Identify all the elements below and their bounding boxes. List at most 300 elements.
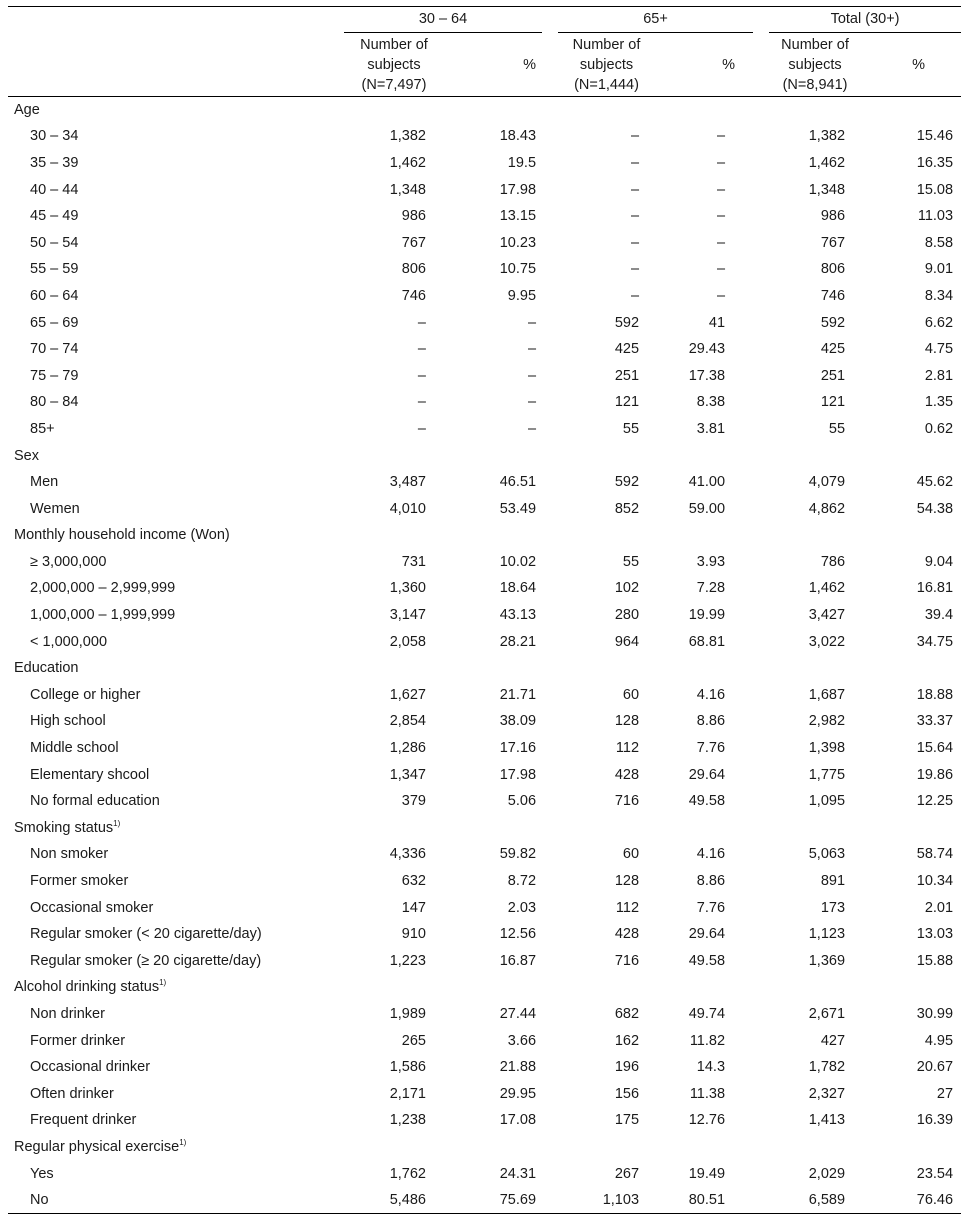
percent-cell: 29.95 bbox=[499, 1085, 537, 1102]
count-cell: – bbox=[417, 367, 426, 384]
section-label bbox=[8, 655, 338, 682]
section-row bbox=[8, 974, 961, 1001]
percent-cell: 54.38 bbox=[916, 500, 954, 517]
count-cell bbox=[761, 97, 869, 124]
percent-cell: 39.4 bbox=[924, 607, 954, 624]
count-cell: 682 bbox=[614, 1005, 640, 1022]
percent-cell: 4.95 bbox=[924, 1032, 954, 1049]
count-cell: 964 bbox=[614, 633, 640, 650]
count-cell: 852 bbox=[614, 500, 640, 517]
count-cell bbox=[338, 522, 450, 549]
percent-cell: – bbox=[527, 420, 537, 437]
count-cell: 2,171 bbox=[389, 1085, 426, 1102]
col-header-pct-total: % bbox=[869, 33, 961, 97]
percent-cell: 30.99 bbox=[916, 1005, 954, 1022]
label-text: Non drinker bbox=[30, 1005, 105, 1022]
label-text: 2,000,000 – 2,999,999 bbox=[30, 580, 176, 597]
row-label bbox=[8, 229, 338, 256]
percent-cell: 19.99 bbox=[688, 607, 726, 624]
count-cell: 1,413 bbox=[808, 1112, 846, 1129]
row-label bbox=[8, 362, 338, 389]
percent-cell bbox=[663, 815, 761, 842]
percent-cell: 8.38 bbox=[696, 394, 726, 411]
percent-cell: 58.74 bbox=[916, 846, 954, 863]
percent-cell: 21.88 bbox=[499, 1059, 537, 1076]
table-row bbox=[8, 894, 961, 921]
percent-cell: 59.82 bbox=[499, 846, 537, 863]
count-cell: 112 bbox=[615, 740, 640, 757]
section-label bbox=[8, 1134, 338, 1161]
row-label bbox=[8, 628, 338, 655]
label-text: 85+ bbox=[30, 420, 55, 437]
percent-cell: – bbox=[527, 394, 537, 411]
percent-cell: – bbox=[716, 208, 726, 225]
table-row bbox=[8, 868, 961, 895]
count-cell: 196 bbox=[614, 1059, 640, 1076]
label-text: Often drinker bbox=[30, 1085, 114, 1102]
label-text: Yes bbox=[30, 1165, 54, 1182]
percent-cell: 15.88 bbox=[916, 952, 954, 969]
count-cell: 265 bbox=[401, 1032, 426, 1049]
percent-cell: – bbox=[716, 181, 726, 198]
count-cell: 3,147 bbox=[389, 607, 426, 624]
percent-cell: 17.08 bbox=[499, 1112, 537, 1129]
count-cell: 102 bbox=[614, 580, 640, 597]
percent-cell: 16.35 bbox=[916, 154, 954, 171]
count-cell: 2,029 bbox=[808, 1165, 846, 1182]
label-text: 80 – 84 bbox=[30, 394, 79, 411]
percent-cell: 2.01 bbox=[924, 899, 954, 916]
percent-cell: 3.81 bbox=[696, 420, 726, 437]
count-cell: – bbox=[630, 261, 640, 278]
count-cell bbox=[550, 1134, 663, 1161]
count-cell: 746 bbox=[401, 287, 426, 304]
row-label bbox=[8, 1187, 338, 1214]
table-row bbox=[8, 1080, 961, 1107]
percent-cell: 12.25 bbox=[916, 793, 954, 810]
percent-cell: 8.34 bbox=[924, 287, 954, 304]
table-row bbox=[8, 309, 961, 336]
table-row bbox=[8, 123, 961, 150]
percent-cell: 10.02 bbox=[499, 553, 537, 570]
percent-cell: 5.06 bbox=[507, 793, 537, 810]
count-cell: 1,462 bbox=[389, 154, 426, 171]
percent-cell: 75.69 bbox=[450, 1187, 550, 1214]
footnote-marker: 1) bbox=[159, 978, 167, 988]
group-header-30-64 bbox=[338, 7, 550, 34]
label-text: 30 – 34 bbox=[30, 128, 79, 145]
percent-cell: 53.49 bbox=[499, 500, 537, 517]
percent-cell: 7.76 bbox=[696, 899, 726, 916]
percent-cell: 11.03 bbox=[917, 208, 954, 225]
count-cell: 716 bbox=[614, 952, 640, 969]
col-header-n-65-plus bbox=[550, 33, 663, 97]
table-body bbox=[8, 97, 961, 1214]
count-cell: 1,238 bbox=[389, 1112, 426, 1129]
table-row bbox=[8, 735, 961, 762]
col-header-label: Number of subjects (N=7,497) bbox=[360, 36, 428, 93]
count-cell: 1,223 bbox=[389, 952, 426, 969]
count-cell: 55 bbox=[622, 553, 640, 570]
percent-cell: 12.76 bbox=[688, 1112, 726, 1129]
percent-cell: 49.58 bbox=[688, 952, 726, 969]
label-text: Frequent drinker bbox=[30, 1112, 137, 1129]
count-cell: 251 bbox=[820, 367, 846, 384]
row-label bbox=[8, 469, 338, 496]
percent-cell: – bbox=[716, 154, 726, 171]
percent-cell: 2.81 bbox=[924, 367, 954, 384]
label-text: 75 – 79 bbox=[30, 367, 79, 384]
count-cell: 1,989 bbox=[389, 1005, 426, 1022]
percent-cell bbox=[663, 442, 761, 469]
table-row bbox=[8, 948, 961, 975]
table-row bbox=[8, 256, 961, 283]
row-label bbox=[8, 602, 338, 629]
row-label bbox=[8, 761, 338, 788]
label-text: Elementary shcool bbox=[30, 766, 150, 783]
count-cell: 786 bbox=[820, 553, 846, 570]
count-cell: 2,671 bbox=[808, 1005, 846, 1022]
table-row bbox=[8, 761, 961, 788]
row-label bbox=[8, 1107, 338, 1134]
count-cell bbox=[338, 974, 450, 1001]
label-text: Wemen bbox=[30, 500, 80, 517]
count-cell: 128 bbox=[614, 873, 640, 890]
table-row bbox=[8, 469, 961, 496]
count-cell bbox=[338, 1134, 450, 1161]
count-cell: 1,286 bbox=[389, 740, 426, 757]
count-cell: 767 bbox=[401, 234, 426, 251]
percent-cell: 11.38 bbox=[689, 1085, 726, 1102]
percent-cell: 20.67 bbox=[916, 1059, 954, 1076]
label-text: No formal education bbox=[30, 793, 160, 810]
count-cell: – bbox=[417, 394, 426, 411]
percent-cell: 16.39 bbox=[916, 1112, 954, 1129]
percent-cell: 23.54 bbox=[916, 1165, 954, 1182]
label-text: Regular smoker (< 20 cigarette/day) bbox=[30, 926, 262, 943]
count-cell: 716 bbox=[614, 793, 640, 810]
table-row bbox=[8, 708, 961, 735]
percent-cell: 17.98 bbox=[499, 766, 537, 783]
percent-cell: 8.72 bbox=[507, 873, 537, 890]
count-cell: 162 bbox=[614, 1032, 640, 1049]
group-label: 65+ bbox=[558, 7, 753, 33]
percent-cell: 29.43 bbox=[688, 341, 726, 358]
group-label: 30 – 64 bbox=[344, 7, 542, 33]
percent-cell bbox=[663, 522, 761, 549]
percent-cell: – bbox=[527, 367, 537, 384]
percent-cell: 16.87 bbox=[499, 952, 537, 969]
count-cell: 251 bbox=[614, 367, 640, 384]
percent-cell: 8.86 bbox=[696, 713, 726, 730]
count-cell: 592 bbox=[820, 314, 846, 331]
label-text: 40 – 44 bbox=[30, 181, 79, 198]
percent-cell: 4.16 bbox=[696, 686, 726, 703]
row-label bbox=[8, 389, 338, 416]
count-cell bbox=[338, 655, 450, 682]
label-text: 60 – 64 bbox=[30, 287, 79, 304]
percent-cell: 17.16 bbox=[499, 740, 537, 757]
percent-cell: 49.74 bbox=[688, 1005, 726, 1022]
percent-cell: 3.66 bbox=[507, 1032, 537, 1049]
count-cell: 3,427 bbox=[808, 607, 846, 624]
label-text: 1,000,000 – 1,999,999 bbox=[30, 607, 176, 624]
label-text: 70 – 74 bbox=[30, 341, 79, 358]
stub-subheader bbox=[8, 33, 338, 97]
percent-cell: 18.64 bbox=[499, 580, 537, 597]
row-label bbox=[8, 1027, 338, 1054]
percent-cell: 27.44 bbox=[499, 1005, 537, 1022]
table-row bbox=[8, 1027, 961, 1054]
percent-cell bbox=[450, 522, 550, 549]
row-label bbox=[8, 309, 338, 336]
percent-cell: 8.58 bbox=[924, 234, 954, 251]
percent-cell: 15.46 bbox=[916, 128, 954, 145]
count-cell: 1,627 bbox=[389, 686, 426, 703]
row-label bbox=[8, 788, 338, 815]
count-cell: 55 bbox=[622, 420, 640, 437]
count-cell: 632 bbox=[401, 873, 426, 890]
count-cell: 2,854 bbox=[389, 713, 426, 730]
count-cell: – bbox=[417, 314, 426, 331]
row-label bbox=[8, 416, 338, 443]
count-cell: 1,462 bbox=[808, 580, 846, 597]
group-header-total bbox=[761, 7, 961, 34]
count-cell: – bbox=[630, 208, 640, 225]
count-cell bbox=[338, 815, 450, 842]
row-label bbox=[8, 868, 338, 895]
percent-cell: 38.09 bbox=[499, 713, 537, 730]
label-text: High school bbox=[30, 713, 106, 730]
row-label bbox=[8, 894, 338, 921]
percent-cell: 59.00 bbox=[688, 500, 726, 517]
count-cell: 280 bbox=[614, 607, 640, 624]
count-cell bbox=[550, 815, 663, 842]
section-row bbox=[8, 1134, 961, 1161]
percent-cell: 41 bbox=[708, 314, 726, 331]
count-cell: 1,123 bbox=[808, 926, 846, 943]
row-label bbox=[8, 256, 338, 283]
percent-cell: 12.56 bbox=[499, 926, 537, 943]
count-cell bbox=[550, 442, 663, 469]
label-text: Occasional smoker bbox=[30, 899, 154, 916]
percent-cell: 18.43 bbox=[499, 128, 537, 145]
percent-cell: – bbox=[716, 287, 726, 304]
count-cell: 60 bbox=[622, 686, 640, 703]
percent-cell: 0.62 bbox=[924, 420, 954, 437]
percent-cell: 11.82 bbox=[689, 1032, 726, 1049]
table-row bbox=[8, 176, 961, 203]
count-cell: 3,487 bbox=[389, 474, 426, 491]
table-row bbox=[8, 1160, 961, 1187]
percent-cell: 45.62 bbox=[916, 474, 954, 491]
count-cell bbox=[761, 442, 869, 469]
percent-cell: 76.46 bbox=[869, 1187, 961, 1214]
count-cell: 6,589 bbox=[761, 1187, 869, 1214]
count-cell: 5,063 bbox=[808, 846, 846, 863]
percent-cell bbox=[869, 815, 961, 842]
count-cell bbox=[338, 97, 450, 124]
count-cell: 428 bbox=[614, 766, 640, 783]
count-cell: 4,079 bbox=[808, 474, 846, 491]
count-cell: 4,010 bbox=[389, 500, 426, 517]
section-row bbox=[8, 522, 961, 549]
percent-cell: 1.35 bbox=[924, 394, 954, 411]
percent-cell: 7.28 bbox=[696, 580, 726, 597]
percent-cell bbox=[869, 974, 961, 1001]
count-cell: – bbox=[630, 181, 640, 198]
count-cell: 425 bbox=[614, 341, 640, 358]
col-header-label: Number of subjects (N=8,941) bbox=[781, 36, 849, 93]
count-cell: 767 bbox=[820, 234, 846, 251]
row-label bbox=[8, 948, 338, 975]
percent-cell: 29.64 bbox=[688, 766, 726, 783]
percent-cell: 19.86 bbox=[916, 766, 954, 783]
count-cell bbox=[761, 974, 869, 1001]
percent-cell: 2.03 bbox=[507, 899, 537, 916]
count-cell: 1,687 bbox=[808, 686, 846, 703]
percent-cell: 10.34 bbox=[916, 873, 954, 890]
count-cell: 55 bbox=[828, 420, 846, 437]
row-label bbox=[8, 150, 338, 177]
table-row bbox=[8, 1187, 961, 1214]
col-header-n-total bbox=[761, 33, 869, 97]
count-cell: – bbox=[417, 341, 426, 358]
percent-cell bbox=[450, 1134, 550, 1161]
count-cell: 147 bbox=[401, 899, 426, 916]
count-cell: 1,782 bbox=[808, 1059, 846, 1076]
row-label bbox=[8, 921, 338, 948]
section-label bbox=[8, 974, 338, 1001]
percent-cell: 15.64 bbox=[916, 740, 954, 757]
column-header-row bbox=[8, 33, 961, 97]
percent-cell: 46.51 bbox=[499, 474, 537, 491]
count-cell: – bbox=[630, 128, 640, 145]
label-text: Alcohol drinking status bbox=[14, 979, 160, 996]
percent-cell: 34.75 bbox=[916, 633, 954, 650]
count-cell: 746 bbox=[820, 287, 846, 304]
count-cell: 121 bbox=[614, 394, 640, 411]
count-cell bbox=[761, 1134, 869, 1161]
table-row bbox=[8, 1107, 961, 1134]
percent-cell: – bbox=[527, 341, 537, 358]
count-cell bbox=[550, 655, 663, 682]
percent-cell: – bbox=[716, 261, 726, 278]
count-cell: 806 bbox=[820, 261, 846, 278]
count-cell: – bbox=[630, 287, 640, 304]
percent-cell bbox=[450, 442, 550, 469]
label-text: Middle school bbox=[30, 740, 119, 757]
row-label bbox=[8, 708, 338, 735]
percent-cell: 80.51 bbox=[663, 1187, 761, 1214]
table-row bbox=[8, 416, 961, 443]
count-cell: 428 bbox=[614, 926, 640, 943]
row-label bbox=[8, 283, 338, 310]
col-header-pct-65-plus: % bbox=[663, 33, 761, 97]
label-text: 45 – 49 bbox=[30, 208, 79, 225]
count-cell: 1,360 bbox=[389, 580, 426, 597]
count-cell: 1,775 bbox=[808, 766, 846, 783]
label-text: Regular physical exercise bbox=[14, 1138, 180, 1155]
count-cell: 2,327 bbox=[808, 1085, 846, 1102]
percent-cell bbox=[663, 1134, 761, 1161]
stub-header bbox=[8, 7, 338, 34]
section-row bbox=[8, 442, 961, 469]
count-cell: 986 bbox=[820, 208, 846, 225]
table-container bbox=[8, 6, 961, 1214]
percent-cell bbox=[869, 1134, 961, 1161]
count-cell: 425 bbox=[820, 341, 846, 358]
label-text: 50 – 54 bbox=[30, 234, 79, 251]
percent-cell bbox=[450, 815, 550, 842]
count-cell: 60 bbox=[622, 846, 640, 863]
label-text: < 1,000,000 bbox=[30, 633, 108, 650]
row-label bbox=[8, 549, 338, 576]
count-cell: 267 bbox=[614, 1165, 640, 1182]
count-cell: 2,058 bbox=[389, 633, 426, 650]
count-cell: 592 bbox=[614, 474, 640, 491]
count-cell: 112 bbox=[615, 899, 640, 916]
label-text: ≥ 3,000,000 bbox=[30, 553, 107, 570]
label-text: Education bbox=[14, 660, 79, 677]
count-cell: 910 bbox=[401, 926, 426, 943]
percent-cell: 13.15 bbox=[499, 208, 537, 225]
count-cell bbox=[550, 97, 663, 124]
percent-cell bbox=[663, 655, 761, 682]
count-cell bbox=[338, 442, 450, 469]
percent-cell: 43.13 bbox=[499, 607, 537, 624]
percent-cell: 21.71 bbox=[499, 686, 537, 703]
percent-cell bbox=[663, 974, 761, 1001]
count-cell bbox=[550, 522, 663, 549]
section-label bbox=[8, 815, 338, 842]
label-text: Monthly household income (Won) bbox=[14, 527, 230, 544]
count-cell: 1,462 bbox=[808, 154, 846, 171]
table-row bbox=[8, 283, 961, 310]
count-cell: 173 bbox=[820, 899, 846, 916]
label-text: Smoking status bbox=[14, 819, 114, 836]
row-label bbox=[8, 735, 338, 762]
count-cell: 1,369 bbox=[808, 952, 846, 969]
percent-cell: 8.86 bbox=[696, 873, 726, 890]
count-cell: 3,022 bbox=[808, 633, 846, 650]
percent-cell: 17.38 bbox=[688, 367, 726, 384]
count-cell: – bbox=[417, 420, 426, 437]
count-cell: 1,382 bbox=[808, 128, 846, 145]
percent-cell: 3.93 bbox=[696, 553, 726, 570]
label-text: Men bbox=[30, 474, 59, 491]
group-header-row bbox=[8, 7, 961, 34]
percent-cell: 15.08 bbox=[916, 181, 954, 198]
percent-cell: 17.98 bbox=[499, 181, 537, 198]
percent-cell: – bbox=[716, 128, 726, 145]
footnote-marker: 1) bbox=[113, 818, 121, 828]
table-row bbox=[8, 628, 961, 655]
row-label bbox=[8, 495, 338, 522]
table-row bbox=[8, 389, 961, 416]
percent-cell: 6.62 bbox=[924, 314, 954, 331]
row-label bbox=[8, 575, 338, 602]
count-cell: 731 bbox=[401, 553, 426, 570]
percent-cell: 9.95 bbox=[507, 287, 537, 304]
count-cell: 5,486 bbox=[338, 1187, 450, 1214]
row-label bbox=[8, 841, 338, 868]
percent-cell: 33.37 bbox=[916, 713, 954, 730]
count-cell: 1,347 bbox=[389, 766, 426, 783]
label-text: 55 – 59 bbox=[30, 261, 79, 278]
count-cell: 891 bbox=[820, 873, 846, 890]
label-text: Former drinker bbox=[30, 1032, 126, 1049]
